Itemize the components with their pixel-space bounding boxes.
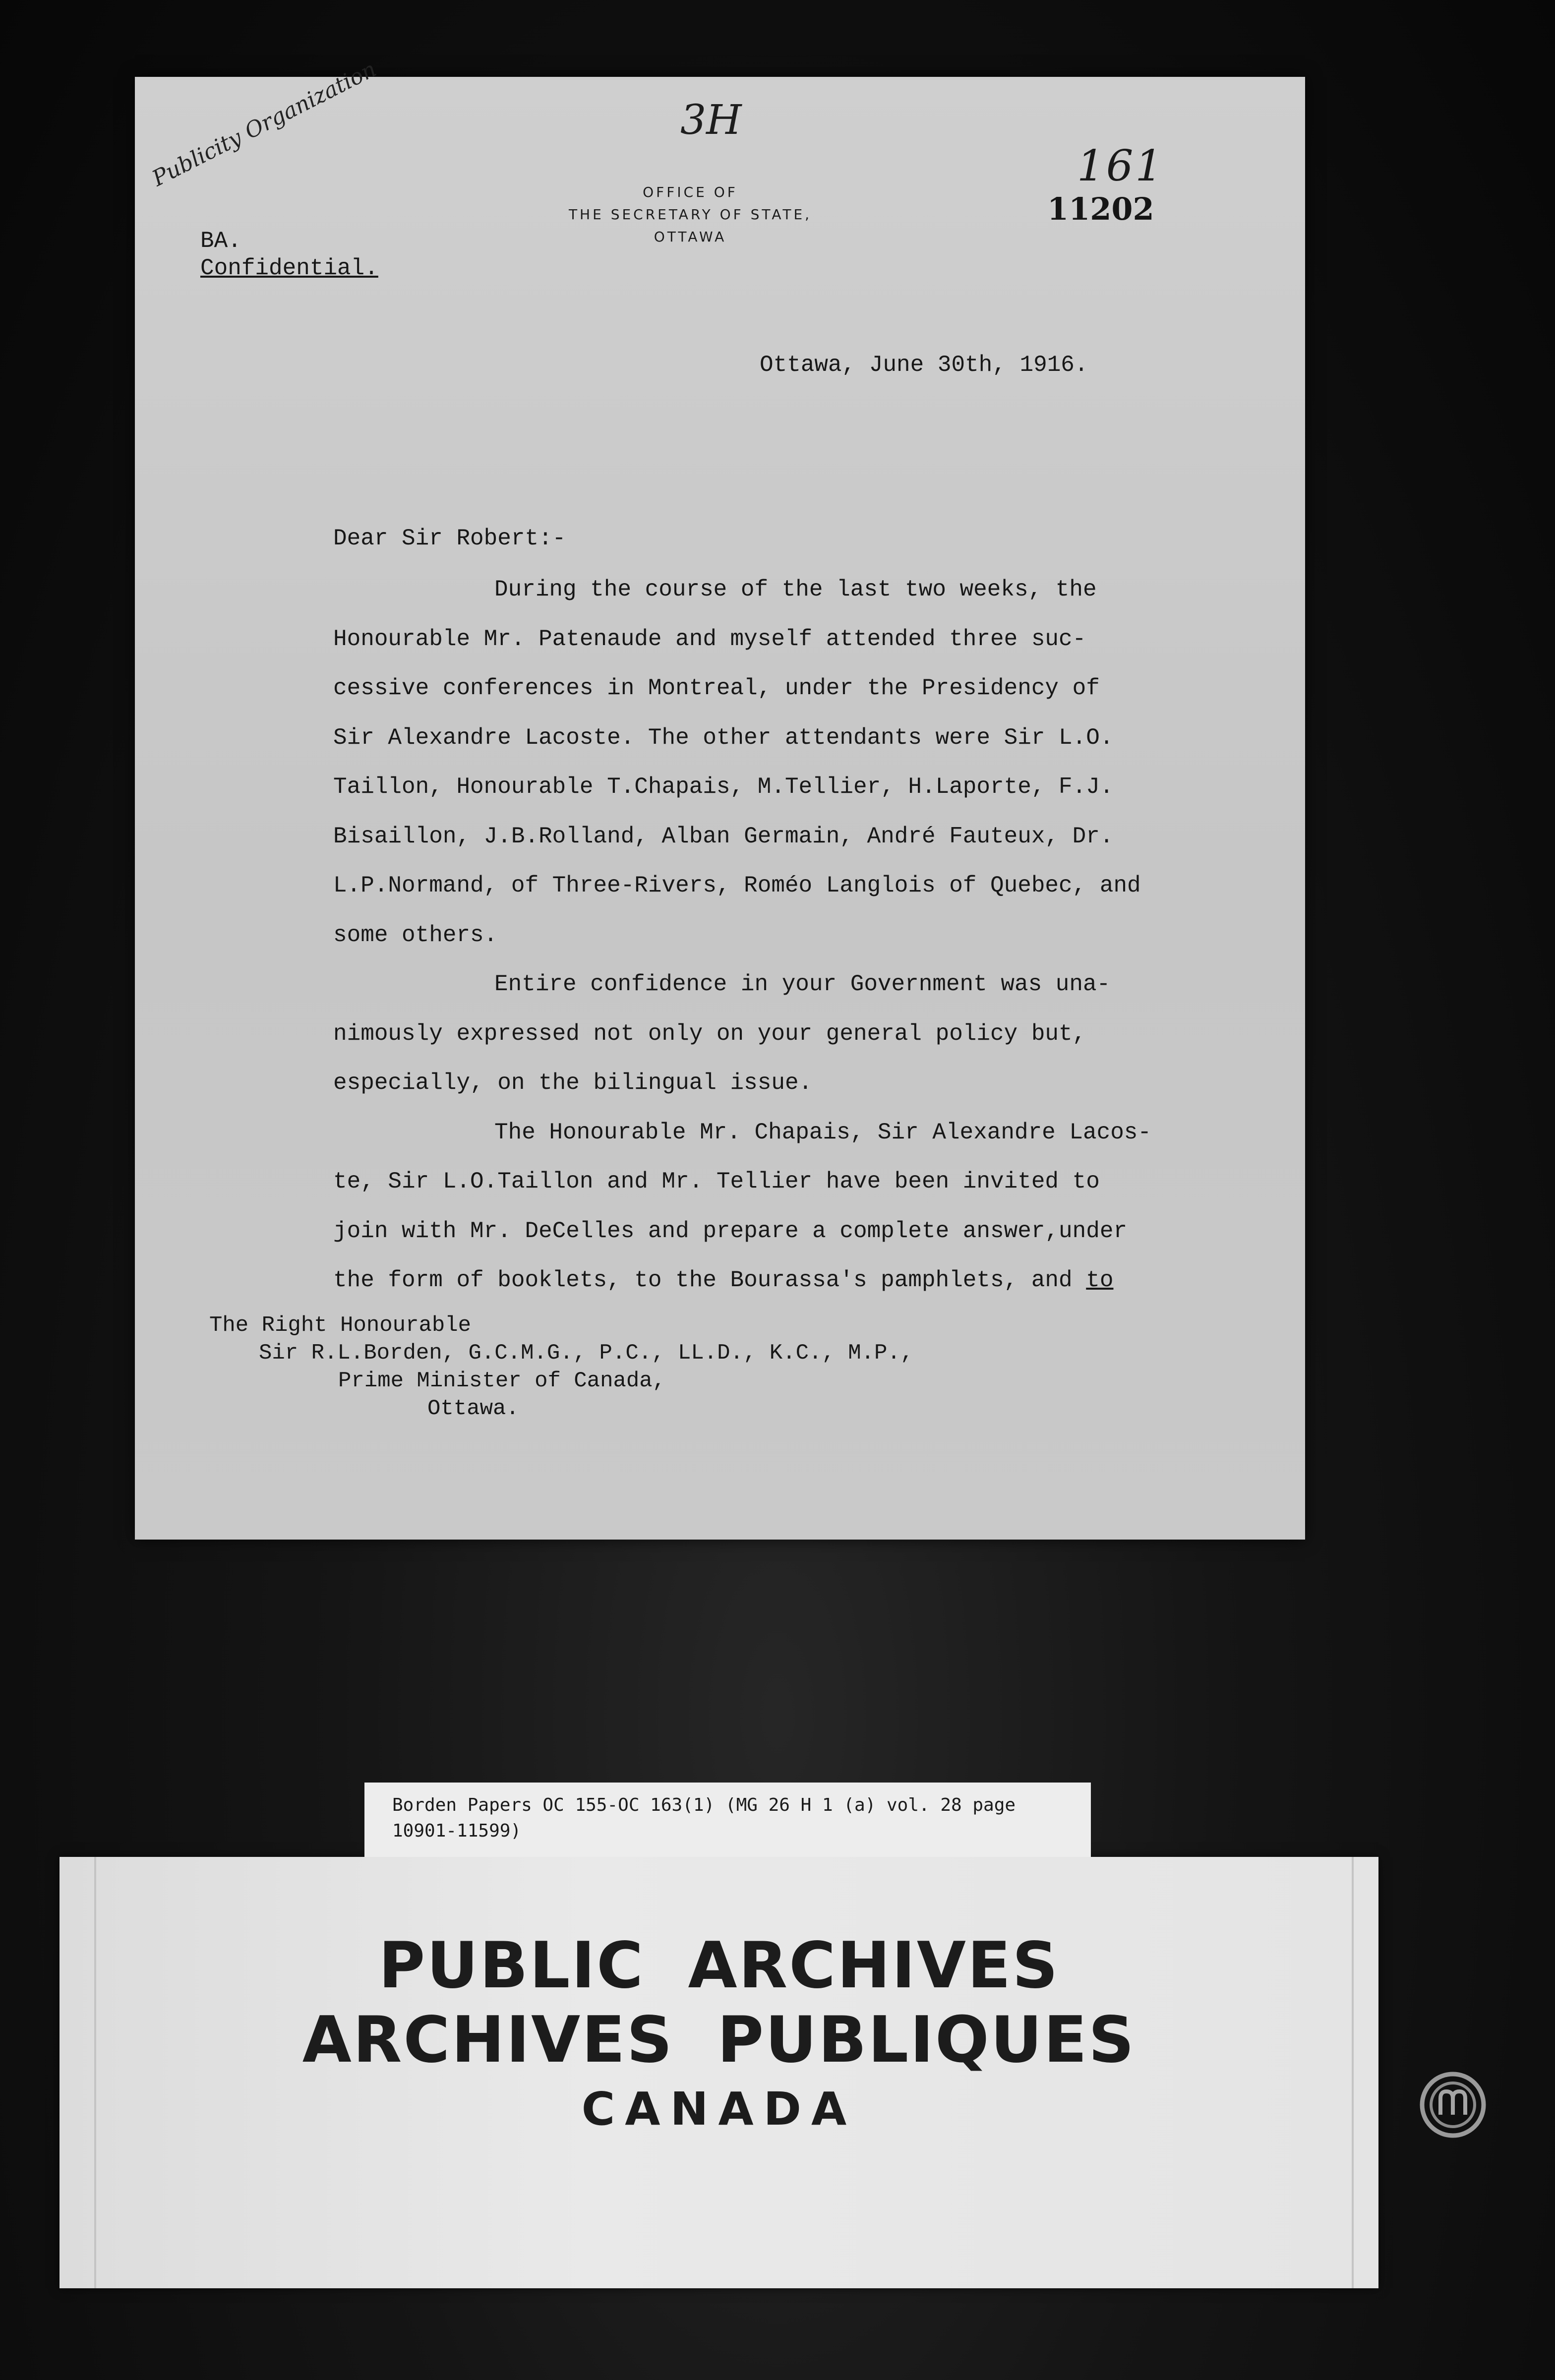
reference-slip-line: Borden Papers OC 155-OC 163(1) (MG 26 H 1 (a) vol. 28 page: [392, 1795, 1016, 1815]
archive-title-french: ARCHIVES PUBLIQUES: [302, 2003, 1136, 2077]
addressee-line: Sir R.L.Borden, G.C.M.G., P.C., LL.D., K.C., M.P.,: [259, 1341, 914, 1366]
body-line: Taillon, Honourable T.Chapais, M.Tellier, H.Laporte, F.J.: [333, 774, 1114, 800]
confidential-mark: Confidential.: [200, 255, 378, 281]
salutation: Dear Sir Robert:-: [333, 526, 566, 551]
body-line: especially, on the bilingual issue.: [333, 1070, 813, 1096]
letter-date: Ottawa, June 30th, 1916.: [760, 352, 1088, 378]
body-line: some others.: [333, 922, 498, 948]
body-line: cessive conferences in Montreal, under the Presidency of: [333, 675, 1100, 701]
reference-code: BA.: [200, 228, 241, 254]
letter-sheet: [135, 56, 1305, 1540]
letterhead-line: OFFICE OF: [643, 184, 738, 200]
archive-country: CANADA: [581, 2082, 857, 2136]
body-line: Entire confidence in your Government was una-: [494, 971, 1111, 997]
body-line: nimously expressed not only on your general policy but,: [333, 1020, 1086, 1047]
body-line-text: the form of booklets, to the Bourassa's pamphlets, and: [333, 1267, 1073, 1293]
archive-card: [60, 1857, 1378, 2288]
reference-slip: [364, 1783, 1091, 1857]
letterhead: [556, 181, 824, 248]
body-line: Bisaillon, J.B.Rolland, Alban Germain, André Fauteux, Dr.: [333, 823, 1114, 849]
body-line: Sir Alexandre Lacoste. The other attendants were Sir L.O.: [333, 724, 1114, 751]
archive-title-english: PUBLIC ARCHIVES: [378, 1929, 1060, 2003]
letterhead-line: THE SECRETARY OF STATE,: [568, 206, 812, 223]
body-line: The Honourable Mr. Chapais, Sir Alexandre Lacos-: [494, 1119, 1152, 1145]
addressee-line: The Right Honourable: [209, 1313, 472, 1338]
archives-emblem-icon: [1416, 2068, 1490, 2142]
body-line: te, Sir L.O.Taillon and Mr. Tellier have been invited to: [333, 1169, 1100, 1194]
handwritten-folio-number: 3H: [680, 97, 742, 144]
body-line: Honourable Mr. Patenaude and myself attended three suc-: [333, 626, 1086, 652]
body-line: join with Mr. DeCelles and prepare a complete answer,under: [333, 1218, 1128, 1244]
continued-word: to: [1086, 1267, 1114, 1293]
body-line: L.P.Normand, of Three-Rivers, Roméo Langlois of Quebec, and: [333, 873, 1141, 898]
body-line-last: [333, 1256, 1206, 1306]
reference-slip-line: 10901-11599): [392, 1821, 522, 1841]
handwritten-note: Publicity Organization: [148, 56, 380, 191]
addressee-line: Ottawa.: [427, 1396, 519, 1421]
letter-body: [333, 565, 1206, 1306]
addressee-block: [209, 1311, 913, 1423]
file-number: 11202: [1047, 191, 1154, 227]
handwritten-reference: 161: [1077, 141, 1165, 191]
body-line: During the course of the last two weeks, the: [494, 577, 1097, 602]
addressee-line: Prime Minister of Canada,: [338, 1368, 666, 1393]
letterhead-line: OTTAWA: [654, 229, 727, 245]
